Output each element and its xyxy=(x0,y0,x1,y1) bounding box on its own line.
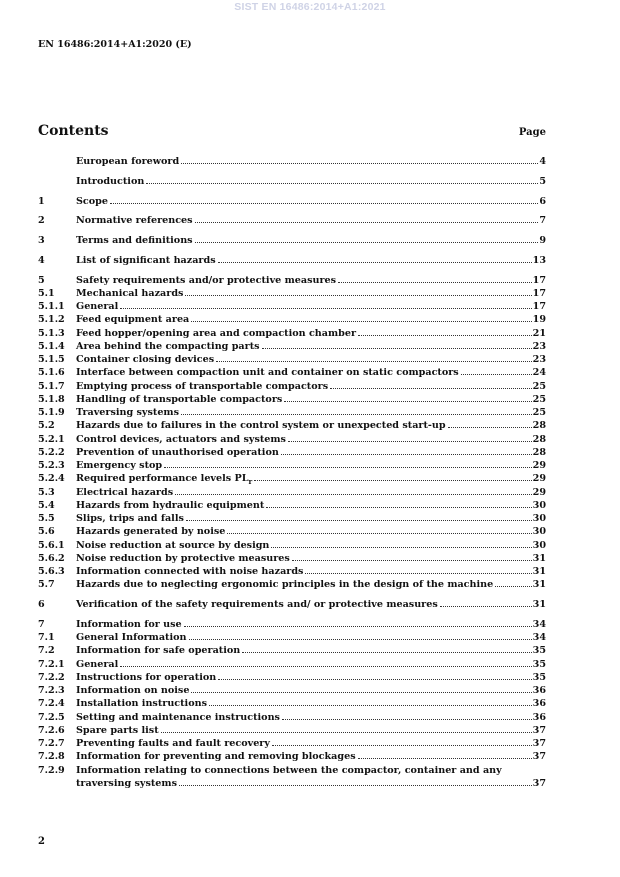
toc-entry-title: Introduction xyxy=(76,175,145,187)
dot-leader xyxy=(191,692,531,693)
dot-leader xyxy=(281,454,532,455)
toc-entry[interactable] xyxy=(38,671,546,684)
toc-entry-page: 36 xyxy=(532,685,546,696)
toc-entry-page: 4 xyxy=(539,156,546,167)
dot-leader xyxy=(195,242,539,243)
toc-entry-number: 3 xyxy=(38,235,45,246)
toc-entry[interactable] xyxy=(38,644,546,657)
dot-leader xyxy=(175,494,532,495)
toc-entry-title: Feed hopper/opening area and compaction chamber xyxy=(76,327,357,339)
dot-leader xyxy=(272,745,532,746)
toc-entry-title: Information connected with noise hazards xyxy=(76,566,304,577)
toc-entry-number: 7.2.7 xyxy=(38,738,65,749)
toc-entry-title: Verification of the safety requirements and/ or protective measures xyxy=(76,599,438,610)
toc-entry-number: 5.1.4 xyxy=(38,340,65,352)
toc-entry-page: 30 xyxy=(532,513,546,524)
toc-entry-title: Mechanical hazards xyxy=(76,287,184,299)
toc-entry-page: 13 xyxy=(532,254,546,266)
toc-entry-title: General xyxy=(76,301,119,312)
dot-leader xyxy=(282,719,532,720)
toc-entry-number: 5.1.8 xyxy=(38,393,65,405)
toc-entry-number: 5.1.5 xyxy=(38,354,65,365)
dot-leader xyxy=(186,520,532,521)
toc-entry-title: Container closing devices xyxy=(76,354,215,365)
toc-entry-continuation[interactable] xyxy=(38,777,546,790)
toc-entry-page: 17 xyxy=(532,301,546,312)
dot-leader xyxy=(189,639,532,640)
toc-entry-title: Control devices, actuators and systems xyxy=(76,433,286,445)
page-column-label: Page xyxy=(518,127,546,138)
toc-entry-number: 7.2.8 xyxy=(38,751,65,763)
toc-entry-number: 5.2 xyxy=(38,420,55,432)
toc-entry-title: European foreword xyxy=(76,156,180,167)
dot-leader xyxy=(448,427,532,428)
toc-entry-number: 5.2.1 xyxy=(38,433,65,445)
toc-entry-number: 7.2.3 xyxy=(38,685,65,696)
toc-entry[interactable] xyxy=(38,499,546,512)
toc-entry[interactable] xyxy=(38,300,546,313)
toc-entry-title: Electrical hazards xyxy=(76,486,174,498)
dot-leader xyxy=(358,758,532,759)
dot-leader xyxy=(216,361,532,362)
toc-entry[interactable] xyxy=(38,598,546,611)
dot-leader xyxy=(120,308,531,309)
toc-entry-title: General xyxy=(76,658,119,670)
toc-entry-title: Hazards generated by noise xyxy=(76,526,226,538)
toc-entry[interactable] xyxy=(38,155,546,168)
toc-entry-title: Hazards from hydraulic equipment xyxy=(76,499,265,511)
toc-entry-title: Information for use xyxy=(76,618,182,630)
dot-leader xyxy=(161,732,532,733)
toc-entry[interactable] xyxy=(38,287,546,300)
dot-leader xyxy=(288,441,532,442)
dot-leader xyxy=(358,335,532,336)
dot-leader xyxy=(271,547,531,548)
toc-entry-page: 23 xyxy=(532,340,546,352)
toc-entry-number: 5.2.4 xyxy=(38,473,65,485)
toc-entry-title: General Information xyxy=(76,632,187,643)
toc-entry-page: 37 xyxy=(532,738,546,749)
dot-leader xyxy=(184,626,532,627)
dot-leader xyxy=(495,586,531,587)
toc-entry-title: Preventing faults and fault recovery xyxy=(76,738,270,749)
dot-leader xyxy=(209,705,532,706)
dot-leader xyxy=(292,560,532,561)
toc-entry-number: 5.2.3 xyxy=(38,460,65,471)
toc-entry-page: 25 xyxy=(532,393,546,405)
toc-entry-title: Terms and definitions xyxy=(76,235,193,246)
toc-entry-title: List of significant hazards xyxy=(76,254,216,266)
toc-entry-page: 25 xyxy=(532,407,546,418)
toc-entry-page: 31 xyxy=(532,579,546,591)
toc-entry-page: 28 xyxy=(532,433,546,445)
toc-entry-number: 7.1 xyxy=(38,632,55,643)
toc-entry-number: 5.6.1 xyxy=(38,539,65,551)
toc-entry-number: 5.1.7 xyxy=(38,380,65,392)
toc-entry-number: 7.2.6 xyxy=(38,724,65,736)
toc-entry-title: Required performance levels $PL_r$ xyxy=(76,473,253,487)
toc-entry-page: 36 xyxy=(532,698,546,710)
toc-entry[interactable] xyxy=(38,684,546,697)
toc-entry[interactable] xyxy=(38,419,546,432)
toc-entry[interactable] xyxy=(38,539,546,552)
toc-entry[interactable] xyxy=(38,234,546,247)
toc-entry-title: Scope xyxy=(76,195,108,207)
dot-leader xyxy=(227,533,531,534)
toc-entry[interactable] xyxy=(38,711,546,724)
toc-entry-page: 34 xyxy=(532,618,546,630)
toc-entry-page: 30 xyxy=(532,526,546,538)
dot-leader xyxy=(218,262,532,263)
dot-leader xyxy=(305,573,531,574)
toc-entry-page: 31 xyxy=(532,552,546,564)
toc-entry-number: 1 xyxy=(38,195,45,207)
toc-entry[interactable] xyxy=(38,459,546,472)
toc-entry[interactable] xyxy=(38,175,546,188)
footer-page-number: 2 xyxy=(38,836,45,847)
toc-entry-title: Area behind the compacting parts xyxy=(76,340,260,352)
toc-entry-number: 7.2.1 xyxy=(38,658,65,670)
toc-entry[interactable] xyxy=(38,327,546,340)
toc-entry[interactable] xyxy=(38,393,546,406)
dot-leader xyxy=(338,282,532,283)
toc-entry-title: Noise reduction by protective measures xyxy=(76,552,290,564)
dot-leader xyxy=(254,480,531,481)
toc-entry[interactable] xyxy=(38,552,546,565)
toc-entry[interactable] xyxy=(38,406,546,419)
toc-entry-page: 34 xyxy=(532,632,546,643)
toc-entry-page: 28 xyxy=(532,446,546,458)
toc-entry-page: 7 xyxy=(539,215,546,227)
toc-entry[interactable] xyxy=(38,472,546,485)
toc-entry-number: 5.1 xyxy=(38,287,55,299)
toc-entry[interactable] xyxy=(38,486,546,499)
toc-entry[interactable] xyxy=(38,512,546,525)
dot-leader xyxy=(440,606,532,607)
toc-entry[interactable] xyxy=(38,446,546,459)
toc-entry-page: 21 xyxy=(532,327,546,339)
dot-leader xyxy=(110,203,538,204)
toc-entry-page: 35 xyxy=(532,658,546,670)
dot-leader xyxy=(266,507,531,508)
toc-entry-title: Setting and maintenance instructions xyxy=(76,711,280,723)
toc-entry-page: 23 xyxy=(532,354,546,365)
toc-entry-page: 36 xyxy=(532,711,546,723)
toc-entry-title: Slips, trips and falls xyxy=(76,513,184,524)
toc-entry-page: 29 xyxy=(532,460,546,471)
toc-entry[interactable] xyxy=(38,737,546,750)
dot-leader xyxy=(164,467,532,468)
toc-entry-page: 28 xyxy=(532,420,546,432)
toc-entry-page: 25 xyxy=(532,380,546,392)
toc-entry-title: Information for preventing and removing blockages xyxy=(76,751,356,763)
toc-entry-number: 5.1.2 xyxy=(38,314,65,326)
dot-leader xyxy=(181,163,538,164)
toc-entry-number: 5.1.3 xyxy=(38,327,65,339)
toc-entry[interactable] xyxy=(38,433,546,446)
toc-entry-number: 5 xyxy=(38,274,45,286)
toc-entry[interactable] xyxy=(38,750,546,763)
toc-entry-title: Installation instructions xyxy=(76,698,207,710)
toc-entry[interactable] xyxy=(38,764,546,777)
toc-entry[interactable] xyxy=(38,214,546,227)
toc-entry-number: 7.2.5 xyxy=(38,711,65,723)
toc-entry-page: 37 xyxy=(532,751,546,763)
toc-entry-number: 2 xyxy=(38,215,45,227)
toc-entry-number: 5.6.2 xyxy=(38,552,65,564)
toc-entry[interactable] xyxy=(38,195,546,208)
toc-entry-page: 30 xyxy=(532,499,546,511)
dot-leader xyxy=(191,321,531,322)
dot-leader xyxy=(120,666,531,667)
toc-entry-title: Instructions for operation xyxy=(76,671,217,683)
dot-leader xyxy=(218,679,531,680)
toc-entry-number: 7 xyxy=(38,618,45,630)
toc-entry-number: 5.1.9 xyxy=(38,407,65,418)
toc-entry[interactable] xyxy=(38,697,546,710)
toc-entry-page: 6 xyxy=(539,195,546,207)
toc-entry-page: 31 xyxy=(532,566,546,577)
toc-entry[interactable] xyxy=(38,578,546,591)
toc-entry-page: 17 xyxy=(532,287,546,299)
toc-entry-page: 29 xyxy=(532,486,546,498)
toc-entry-page: 30 xyxy=(532,539,546,551)
toc-entry-number: 5.3 xyxy=(38,486,55,498)
toc-entry-page: 37 xyxy=(532,724,546,736)
toc-entry-title: Hazards due to failures in the control system or unexpected start-up xyxy=(76,420,446,432)
toc-entry-page: 9 xyxy=(539,235,546,246)
toc-entry-number: 5.7 xyxy=(38,579,55,591)
toc-entry-title: Feed equipment area xyxy=(76,314,190,326)
dot-leader xyxy=(262,348,532,349)
toc-entry-title: Emergency stop xyxy=(76,460,163,471)
dot-leader xyxy=(461,374,532,375)
toc-entry-number: 7.2.2 xyxy=(38,671,65,683)
toc-entry-number: 5.6 xyxy=(38,526,55,538)
toc-entry-title: Emptying process of transportable compactors xyxy=(76,380,329,392)
toc-entry-title: Information on noise xyxy=(76,685,190,696)
dot-leader xyxy=(179,785,532,786)
toc-entry-title: Hazards due to neglecting ergonomic principles in the design of the machine xyxy=(76,579,494,591)
toc-entry-number: 5.6.3 xyxy=(38,566,65,577)
toc-entry-number: 7.2 xyxy=(38,645,55,657)
toc-entry[interactable] xyxy=(38,618,546,631)
dot-leader xyxy=(330,388,532,389)
dot-leader xyxy=(195,222,539,223)
toc-entry-page: 19 xyxy=(532,314,546,326)
toc-entry[interactable] xyxy=(38,380,546,393)
dot-leader xyxy=(146,183,538,184)
toc-entry-number: 5.5 xyxy=(38,513,55,524)
toc-entry-page: 37 xyxy=(532,777,546,789)
toc-entry[interactable] xyxy=(38,313,546,326)
toc-entry[interactable] xyxy=(38,724,546,737)
toc-entry-title: Safety requirements and/or protective measures xyxy=(76,274,337,286)
toc-entry-number: 5.1.1 xyxy=(38,301,65,312)
toc-entry-number: 5.1.6 xyxy=(38,367,65,379)
table-of-contents xyxy=(38,155,546,790)
toc-entry-title: Handling of transportable compactors xyxy=(76,393,283,405)
dot-leader xyxy=(185,295,531,296)
toc-entry-number: 5.2.2 xyxy=(38,446,65,458)
toc-entry[interactable] xyxy=(38,658,546,671)
toc-entry-title: Information for safe operation xyxy=(76,645,241,657)
watermark: SIST EN 16486:2014+A1:2021 xyxy=(234,1,386,13)
toc-entry[interactable] xyxy=(38,353,546,366)
toc-entry[interactable] xyxy=(38,525,546,538)
toc-entry-number: 4 xyxy=(38,254,45,266)
toc-entry-title: Information relating to connections between the compactor, container and any xyxy=(76,764,502,776)
toc-entry-title: Normative references xyxy=(76,215,193,227)
toc-entry-number: 7.2.4 xyxy=(38,698,65,710)
toc-entry-title: Traversing systems xyxy=(76,407,179,418)
dot-leader xyxy=(181,414,532,415)
toc-entry[interactable] xyxy=(38,565,546,578)
dot-leader xyxy=(242,652,531,653)
toc-entry-title: Interface between compaction unit and container on static compactors xyxy=(76,367,459,379)
toc-entry-page: 35 xyxy=(532,645,546,657)
toc-entry[interactable] xyxy=(38,340,546,353)
toc-entry-page: 24 xyxy=(532,367,546,379)
document-id: EN 16486:2014+A1:2020 (E) xyxy=(38,39,192,50)
toc-entry-number: 6 xyxy=(38,599,45,610)
toc-entry[interactable] xyxy=(38,254,546,267)
dot-leader xyxy=(284,401,531,402)
toc-entry-title: Spare parts list xyxy=(76,724,159,736)
toc-entry[interactable] xyxy=(38,274,546,287)
toc-entry-title: Prevention of unauthorised operation xyxy=(76,446,279,458)
contents-heading: Contents xyxy=(38,123,109,139)
toc-entry-page: 35 xyxy=(532,671,546,683)
toc-entry-title: Noise reduction at source by design xyxy=(76,539,270,551)
toc-entry-title-continued: traversing systems xyxy=(76,777,177,789)
toc-entry-number: 5.4 xyxy=(38,499,55,511)
toc-entry-page: 29 xyxy=(532,473,546,485)
toc-entry-page: 17 xyxy=(532,274,546,286)
toc-entry[interactable] xyxy=(38,366,546,379)
toc-entry[interactable] xyxy=(38,631,546,644)
toc-entry-page: 5 xyxy=(539,175,546,187)
toc-entry-page: 31 xyxy=(532,599,546,610)
toc-entry-number: 7.2.9 xyxy=(38,764,65,776)
